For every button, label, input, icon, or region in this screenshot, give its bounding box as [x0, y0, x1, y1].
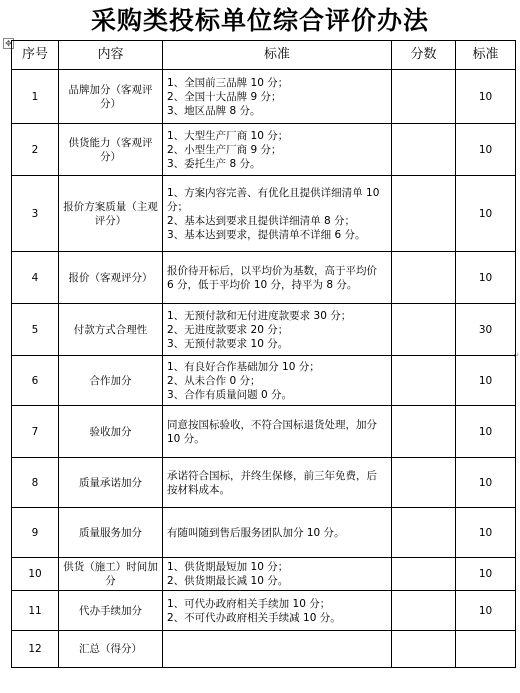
row-standard	[163, 70, 392, 124]
standard-line: 1、方案内容完善、有优化且提供详细清单 10 分；	[167, 186, 380, 213]
row-max-score: 10	[456, 508, 516, 558]
row-max-score: 10	[456, 458, 516, 508]
row-no: 9	[12, 508, 59, 558]
row-score-cell[interactable]	[392, 356, 456, 406]
row-score-cell[interactable]	[392, 252, 456, 304]
row-no: 6	[12, 356, 59, 406]
row-max-score: 10	[456, 406, 516, 458]
row-content: 质量承诺加分	[59, 458, 163, 508]
standard-line: 3、合作有质量问题 0 分。	[167, 388, 293, 401]
table-row	[12, 70, 516, 124]
row-no: 7	[12, 406, 59, 458]
row-max-score: 10	[456, 356, 516, 406]
table-row	[12, 356, 516, 406]
row-score-cell[interactable]	[392, 406, 456, 458]
table-row	[12, 406, 516, 458]
row-max-score	[456, 631, 516, 668]
row-standard	[163, 458, 392, 508]
row-content: 供货（施工）时间加分	[59, 558, 163, 591]
row-no: 3	[12, 176, 59, 252]
row-score-cell[interactable]	[392, 124, 456, 176]
standard-line: 1、无预付款和无付进度款要求 30 分；	[167, 309, 352, 322]
table-row	[12, 631, 516, 668]
row-no: 5	[12, 304, 59, 356]
table-row	[12, 458, 516, 508]
row-no: 10	[12, 558, 59, 591]
row-no: 11	[12, 591, 59, 631]
standard-line: 1、大型生产厂商 10 分；	[167, 129, 289, 142]
row-standard	[163, 591, 392, 631]
header-standard: 标准	[163, 41, 392, 70]
standard-line: 2、小型生产厂商 9 分；	[167, 143, 282, 156]
row-score-cell[interactable]	[392, 176, 456, 252]
header-content: 内容	[59, 41, 163, 70]
row-max-score: 30	[456, 304, 516, 356]
row-no: 2	[12, 124, 59, 176]
row-content: 供货能力（客观评分）	[59, 124, 163, 176]
table-row	[12, 508, 516, 558]
standard-line: 1、供货期最短加 10 分；	[167, 561, 289, 573]
standard-line: 2、不可代办政府相关手续减 10 分。	[167, 611, 341, 624]
row-max-score: 10	[456, 124, 516, 176]
row-content: 代办手续加分	[59, 591, 163, 631]
row-max-score: 10	[456, 70, 516, 124]
row-standard	[163, 252, 392, 304]
table-row	[12, 176, 516, 252]
row-content: 品牌加分（客观评分）	[59, 70, 163, 124]
row-score-cell[interactable]	[392, 70, 456, 124]
row-standard	[163, 304, 392, 356]
standard-line: 同意按国标验收，不符合国标退货处理，加分 10 分。	[167, 418, 377, 445]
table-row	[12, 252, 516, 304]
standard-line: 报价待开标后，以平均价为基数，高于平均价 6 分，低于平均价 10 分，持平为 8 分。	[167, 264, 377, 291]
standard-line: 1、可代办政府相关手续加 10 分；	[167, 597, 331, 610]
table-header-row	[12, 41, 516, 70]
row-content: 合作加分	[59, 356, 163, 406]
standard-line: 3、地区品牌 8 分。	[167, 104, 261, 117]
table-row	[12, 558, 516, 591]
row-max-score: 10	[456, 252, 516, 304]
row-score-cell[interactable]	[392, 508, 456, 558]
header-no: 序号	[12, 41, 59, 70]
row-max-score: 10	[456, 558, 516, 591]
row-standard	[163, 176, 392, 252]
header-max: 标准	[456, 41, 516, 70]
row-standard	[163, 558, 392, 591]
row-content: 汇总（得分）	[59, 631, 163, 668]
row-score-cell[interactable]	[392, 631, 456, 668]
row-content: 付款方式合理性	[59, 304, 163, 356]
row-standard	[163, 406, 392, 458]
row-content: 验收加分	[59, 406, 163, 458]
row-score-cell[interactable]	[392, 304, 456, 356]
table-move-handle-icon[interactable]: ✥	[3, 38, 14, 49]
row-score-cell[interactable]	[392, 591, 456, 631]
document-title: 采购类投标单位综合评价办法	[90, 6, 429, 35]
row-standard	[163, 356, 392, 406]
header-score: 分数	[392, 41, 456, 70]
row-score-cell[interactable]	[392, 458, 456, 508]
standard-line: 2、无进度款要求 20 分；	[167, 323, 289, 336]
row-content: 质量服务加分	[59, 508, 163, 558]
standard-line: 1、全国前三品牌 10 分；	[167, 76, 289, 89]
standard-line: 有随叫随到售后服务团队加分 10 分。	[167, 526, 345, 539]
row-standard	[163, 124, 392, 176]
standard-line: 2、基本达到要求且提供详细清单 8 分；	[167, 214, 356, 227]
row-content: 报价方案质量（主观评分）	[59, 176, 163, 252]
row-no: 1	[12, 70, 59, 124]
standard-line: 1、有良好合作基础加分 10 分；	[167, 360, 320, 373]
evaluation-table	[11, 40, 520, 668]
standard-line: 2、从未合作 0 分；	[167, 374, 261, 387]
row-no: 12	[12, 631, 59, 668]
row-max-score: 10	[456, 176, 516, 252]
table-row	[12, 124, 516, 176]
standard-line: 3、委托生产 8 分。	[167, 157, 261, 170]
standard-line: 2、全国十大品牌 9 分；	[167, 90, 282, 103]
table-body	[12, 70, 520, 668]
row-standard	[163, 508, 392, 558]
row-standard	[163, 631, 392, 668]
row-no: 4	[12, 252, 59, 304]
row-content: 报价（客观评分）	[59, 252, 163, 304]
row-score-cell[interactable]	[392, 558, 456, 591]
paragraph-marker-icon: ↵	[513, 351, 520, 360]
standard-line: 3、基本达到要求，提供清单不详细 6 分。	[167, 228, 366, 241]
standard-line: 3、无预付款要求 10 分。	[167, 337, 289, 350]
standard-line: 2、供货期最长减 10 分。	[167, 575, 289, 587]
table-row	[12, 591, 516, 631]
table-row	[12, 304, 516, 356]
row-max-score: 10	[456, 591, 516, 631]
standard-line: 承诺符合国标，并终生保修，前三年免费，后按材料成本。	[167, 469, 377, 496]
row-no: 8	[12, 458, 59, 508]
